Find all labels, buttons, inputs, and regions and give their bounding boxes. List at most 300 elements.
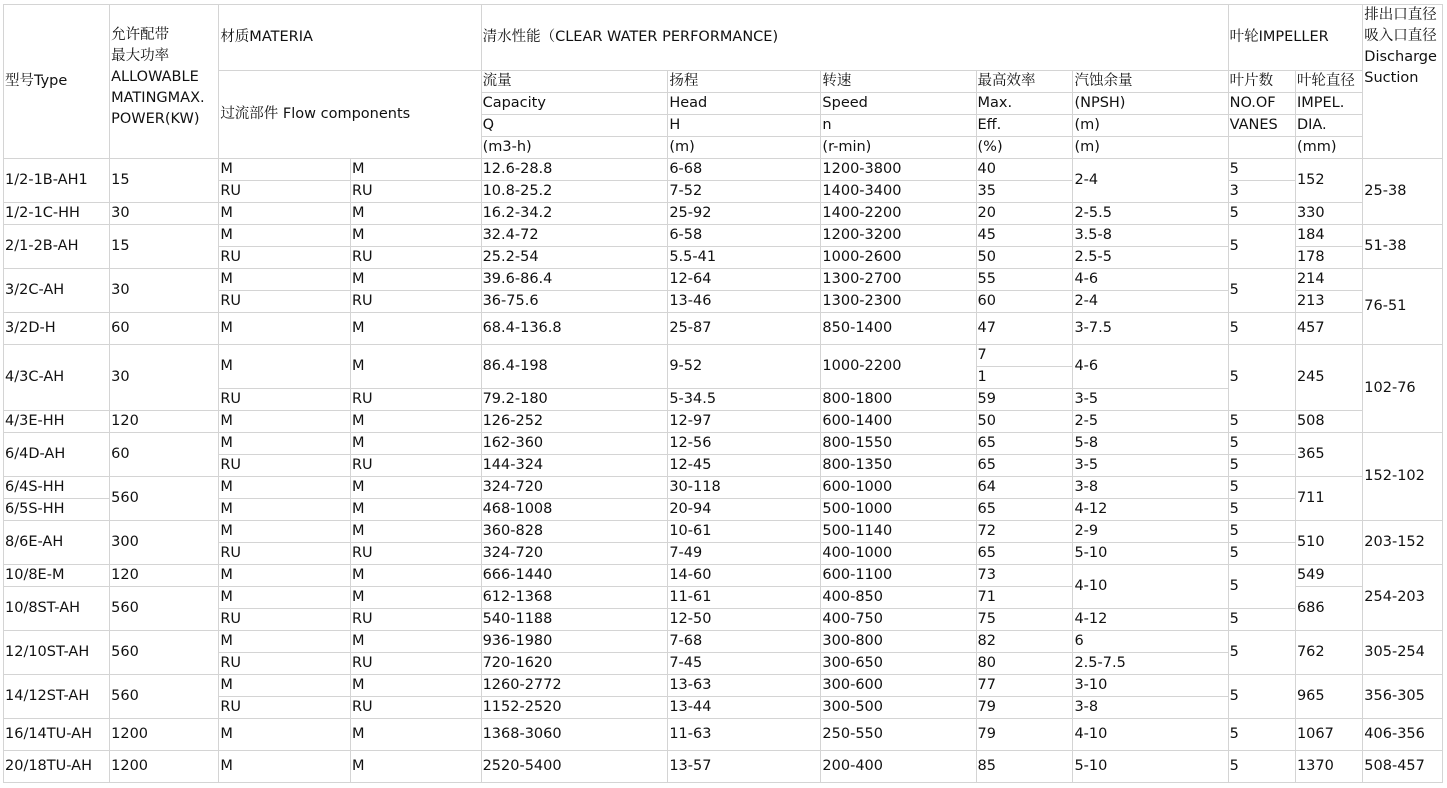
cell-eff: 65 <box>976 543 1073 565</box>
cell-vanes: 5 <box>1228 675 1295 719</box>
cell-eff: 85 <box>976 751 1073 783</box>
cell-material: M <box>350 719 481 751</box>
header-npsh-1: (NPSH) <box>1073 93 1228 115</box>
header-performance: 清水性能（CLEAR WATER PERFORMANCE) <box>481 5 1228 71</box>
cell-impdia: 184 <box>1295 225 1362 247</box>
cell-material: M <box>350 477 481 499</box>
cell-material: RU <box>219 291 351 313</box>
cell-capacity: 2520-5400 <box>481 751 668 783</box>
cell-eff: 65 <box>976 455 1073 477</box>
cell-eff: 80 <box>976 653 1073 675</box>
header-vanes-2: VANES <box>1228 115 1295 137</box>
cell-impdia: 330 <box>1295 203 1362 225</box>
cell-head: 10-61 <box>668 521 821 543</box>
cell-speed: 800-1350 <box>821 455 976 477</box>
cell-power: 60 <box>110 313 219 345</box>
cell-material: M <box>219 675 351 697</box>
header-power-cn: 允许配带最大功率 <box>111 27 170 64</box>
cell-head: 20-94 <box>668 499 821 521</box>
cell-vanes: 5 <box>1228 313 1295 345</box>
cell-eff: 35 <box>976 181 1073 203</box>
cell-material: RU <box>350 543 481 565</box>
cell-npsh: 4-6 <box>1073 345 1228 389</box>
cell-eff: 20 <box>976 203 1073 225</box>
cell-discharge: 76-51 <box>1363 269 1443 345</box>
cell-head: 7-45 <box>668 653 821 675</box>
cell-capacity: 39.6-86.4 <box>481 269 668 291</box>
cell-material: M <box>219 345 351 389</box>
cell-npsh: 3.5-8 <box>1073 225 1228 247</box>
cell-eff: 79 <box>976 719 1073 751</box>
cell-npsh: 3-7.5 <box>1073 313 1228 345</box>
cell-capacity: 666-1440 <box>481 565 668 587</box>
cell-speed: 1300-2700 <box>821 269 976 291</box>
cell-capacity: 86.4-198 <box>481 345 668 389</box>
cell-vanes: 5 <box>1228 159 1295 181</box>
cell-eff: 73 <box>976 565 1073 587</box>
cell-material: RU <box>219 697 351 719</box>
cell-power: 30 <box>110 269 219 313</box>
cell-discharge: 305-254 <box>1363 631 1443 675</box>
cell-eff: 50 <box>976 411 1073 433</box>
cell-power: 560 <box>110 631 219 675</box>
header-capacity-0: 流量 <box>481 71 668 93</box>
cell-material: M <box>219 313 351 345</box>
cell-npsh: 4-12 <box>1073 609 1228 631</box>
cell-material: M <box>219 521 351 543</box>
cell-capacity: 16.2-34.2 <box>481 203 668 225</box>
cell-material: M <box>219 433 351 455</box>
cell-type: 12/10ST-AH <box>4 631 110 675</box>
header-npsh-0: 汽蚀余量 <box>1073 71 1228 93</box>
cell-material: M <box>219 587 351 609</box>
cell-impdia: 1067 <box>1295 719 1362 751</box>
cell-speed: 300-600 <box>821 675 976 697</box>
cell-power: 560 <box>110 477 219 521</box>
cell-type: 1/2-1C-HH <box>4 203 110 225</box>
cell-material: M <box>219 225 351 247</box>
header-impeller: 叶轮IMPELLER <box>1228 5 1363 71</box>
cell-npsh: 4-6 <box>1073 269 1228 291</box>
cell-material: RU <box>219 455 351 477</box>
cell-vanes: 5 <box>1228 225 1295 269</box>
cell-capacity: 10.8-25.2 <box>481 181 668 203</box>
header-eff-2: Eff. <box>976 115 1073 137</box>
cell-vanes: 3 <box>1228 181 1295 203</box>
cell-eff: 64 <box>976 477 1073 499</box>
cell-discharge: 102-76 <box>1363 345 1443 433</box>
cell-material: M <box>350 225 481 247</box>
cell-vanes: 5 <box>1228 543 1295 565</box>
cell-power: 15 <box>110 159 219 203</box>
cell-type: 10/8E-M <box>4 565 110 587</box>
cell-capacity: 540-1188 <box>481 609 668 631</box>
cell-npsh: 2-4 <box>1073 291 1228 313</box>
cell-power: 30 <box>110 345 219 411</box>
cell-discharge: 25-38 <box>1363 159 1443 225</box>
cell-type: 6/5S-HH <box>4 499 110 521</box>
cell-type: 1/2-1B-AH1 <box>4 159 110 203</box>
cell-vanes: 5 <box>1228 269 1295 313</box>
cell-capacity: 126-252 <box>481 411 668 433</box>
cell-speed: 1400-3400 <box>821 181 976 203</box>
cell-npsh: 2-5.5 <box>1073 203 1228 225</box>
cell-speed: 1000-2200 <box>821 345 976 389</box>
cell-capacity: 360-828 <box>481 521 668 543</box>
header-capacity-1: Capacity <box>481 93 668 115</box>
cell-capacity: 1152-2520 <box>481 697 668 719</box>
cell-speed: 600-1400 <box>821 411 976 433</box>
cell-eff: 72 <box>976 521 1073 543</box>
cell-material: RU <box>219 543 351 565</box>
cell-power: 1200 <box>110 719 219 751</box>
cell-vanes: 5 <box>1228 411 1295 433</box>
cell-material: M <box>350 751 481 783</box>
cell-head: 12-64 <box>668 269 821 291</box>
cell-eff: 45 <box>976 225 1073 247</box>
cell-capacity: 32.4-72 <box>481 225 668 247</box>
cell-material: RU <box>350 609 481 631</box>
header-impdia-1: IMPEL. <box>1295 93 1362 115</box>
cell-impdia: 457 <box>1295 313 1362 345</box>
cell-type: 2/1-2B-AH <box>4 225 110 269</box>
cell-impdia: 965 <box>1295 675 1362 719</box>
cell-head: 25-87 <box>668 313 821 345</box>
cell-speed: 1200-3800 <box>821 159 976 181</box>
header-material: 材质MATERIA <box>219 5 481 71</box>
cell-npsh: 2-4 <box>1073 159 1228 203</box>
cell-vanes: 5 <box>1228 455 1295 477</box>
cell-speed: 1400-2200 <box>821 203 976 225</box>
cell-material: M <box>350 269 481 291</box>
header-discharge: 排出口直径 吸入口直径 Discharge Suction <box>1363 5 1443 159</box>
cell-speed: 400-1000 <box>821 543 976 565</box>
cell-material: M <box>350 411 481 433</box>
cell-capacity: 1368-3060 <box>481 719 668 751</box>
cell-capacity: 68.4-136.8 <box>481 313 668 345</box>
cell-head: 5-34.5 <box>668 389 821 411</box>
cell-impdia: 762 <box>1295 631 1362 675</box>
cell-head: 11-63 <box>668 719 821 751</box>
cell-capacity: 144-324 <box>481 455 668 477</box>
cell-material: RU <box>350 697 481 719</box>
header-type: 型号Type <box>4 5 110 159</box>
cell-speed: 400-850 <box>821 587 976 609</box>
cell-speed: 300-650 <box>821 653 976 675</box>
cell-eff: 1 <box>976 367 1073 389</box>
cell-discharge: 406-356 <box>1363 719 1443 751</box>
cell-capacity: 324-720 <box>481 477 668 499</box>
cell-material: M <box>219 751 351 783</box>
header-capacity-2: Q <box>481 115 668 137</box>
cell-type: 4/3E-HH <box>4 411 110 433</box>
cell-npsh: 4-10 <box>1073 565 1228 609</box>
header-speed-2: n <box>821 115 976 137</box>
cell-capacity: 468-1008 <box>481 499 668 521</box>
header-head-3: (m) <box>668 137 821 159</box>
cell-material: RU <box>350 181 481 203</box>
header-vanes-0: 叶片数 <box>1228 71 1295 93</box>
cell-material: M <box>350 433 481 455</box>
cell-material: M <box>219 477 351 499</box>
cell-capacity: 12.6-28.8 <box>481 159 668 181</box>
cell-speed: 1200-3200 <box>821 225 976 247</box>
cell-capacity: 25.2-54 <box>481 247 668 269</box>
cell-impdia: 549 <box>1295 565 1362 587</box>
cell-material: M <box>350 565 481 587</box>
cell-impdia: 213 <box>1295 291 1362 313</box>
cell-impdia: 245 <box>1295 345 1362 411</box>
header-flow-components: 过流部件 Flow components <box>219 71 481 159</box>
header-speed-3: (r-min) <box>821 137 976 159</box>
cell-impdia: 510 <box>1295 521 1362 565</box>
cell-head: 12-50 <box>668 609 821 631</box>
cell-material: M <box>219 631 351 653</box>
cell-eff: 7 <box>976 345 1073 367</box>
cell-eff: 82 <box>976 631 1073 653</box>
cell-type: 20/18TU-AH <box>4 751 110 783</box>
cell-head: 13-63 <box>668 675 821 697</box>
header-impdia-3: (mm) <box>1295 137 1362 159</box>
cell-material: M <box>350 345 481 389</box>
cell-head: 9-52 <box>668 345 821 389</box>
cell-vanes: 5 <box>1228 203 1295 225</box>
cell-material: M <box>350 631 481 653</box>
cell-npsh: 3-5 <box>1073 389 1228 411</box>
cell-head: 30-118 <box>668 477 821 499</box>
cell-npsh: 3-10 <box>1073 675 1228 697</box>
pump-spec-table <box>3 4 1443 783</box>
cell-eff: 71 <box>976 587 1073 609</box>
cell-head: 5.5-41 <box>668 247 821 269</box>
cell-material: RU <box>219 389 351 411</box>
cell-npsh: 2.5-5 <box>1073 247 1228 269</box>
cell-vanes: 5 <box>1228 499 1295 521</box>
cell-speed: 1000-2600 <box>821 247 976 269</box>
cell-impdia: 508 <box>1295 411 1362 433</box>
cell-npsh: 2-9 <box>1073 521 1228 543</box>
cell-power: 300 <box>110 521 219 565</box>
cell-material: M <box>350 313 481 345</box>
cell-vanes: 5 <box>1228 751 1295 783</box>
cell-power: 560 <box>110 675 219 719</box>
cell-vanes: 5 <box>1228 477 1295 499</box>
cell-type: 8/6E-AH <box>4 521 110 565</box>
cell-npsh: 5-10 <box>1073 543 1228 565</box>
cell-head: 7-68 <box>668 631 821 653</box>
cell-impdia: 711 <box>1295 477 1362 521</box>
cell-material: M <box>350 675 481 697</box>
cell-head: 12-45 <box>668 455 821 477</box>
header-head-2: H <box>668 115 821 137</box>
header-npsh-3: (m) <box>1073 137 1228 159</box>
cell-speed: 200-400 <box>821 751 976 783</box>
cell-head: 13-57 <box>668 751 821 783</box>
cell-eff: 75 <box>976 609 1073 631</box>
cell-material: RU <box>350 653 481 675</box>
cell-npsh: 2.5-7.5 <box>1073 653 1228 675</box>
header-impdia-2: DIA. <box>1295 115 1362 137</box>
cell-material: RU <box>350 247 481 269</box>
cell-material: RU <box>350 389 481 411</box>
cell-speed: 1300-2300 <box>821 291 976 313</box>
cell-speed: 800-1800 <box>821 389 976 411</box>
cell-speed: 300-500 <box>821 697 976 719</box>
cell-head: 12-97 <box>668 411 821 433</box>
cell-vanes: 5 <box>1228 521 1295 543</box>
cell-impdia: 686 <box>1295 587 1362 631</box>
cell-type: 10/8ST-AH <box>4 587 110 631</box>
header-capacity-3: (m3-h) <box>481 137 668 159</box>
cell-discharge: 203-152 <box>1363 521 1443 565</box>
cell-capacity: 36-75.6 <box>481 291 668 313</box>
cell-speed: 500-1140 <box>821 521 976 543</box>
cell-impdia: 365 <box>1295 433 1362 477</box>
cell-eff: 50 <box>976 247 1073 269</box>
cell-power: 120 <box>110 411 219 433</box>
cell-material: M <box>350 521 481 543</box>
cell-type: 16/14TU-AH <box>4 719 110 751</box>
cell-capacity: 162-360 <box>481 433 668 455</box>
cell-eff: 55 <box>976 269 1073 291</box>
cell-material: M <box>219 203 351 225</box>
cell-npsh: 3-8 <box>1073 477 1228 499</box>
cell-head: 25-92 <box>668 203 821 225</box>
cell-material: RU <box>350 455 481 477</box>
cell-power: 60 <box>110 433 219 477</box>
cell-material: RU <box>219 181 351 203</box>
cell-speed: 250-550 <box>821 719 976 751</box>
header-eff-0: 最高效率 <box>976 71 1073 93</box>
cell-vanes: 5 <box>1228 565 1295 609</box>
cell-speed: 600-1100 <box>821 565 976 587</box>
cell-capacity: 1260-2772 <box>481 675 668 697</box>
cell-material: M <box>219 499 351 521</box>
cell-vanes: 5 <box>1228 609 1295 631</box>
cell-npsh: 4-12 <box>1073 499 1228 521</box>
cell-material: M <box>219 719 351 751</box>
header-vanes-3 <box>1228 137 1295 159</box>
cell-npsh: 4-10 <box>1073 719 1228 751</box>
cell-type: 6/4D-AH <box>4 433 110 477</box>
cell-vanes: 5 <box>1228 345 1295 411</box>
cell-npsh: 3-5 <box>1073 455 1228 477</box>
cell-speed: 800-1550 <box>821 433 976 455</box>
cell-material: M <box>350 159 481 181</box>
header-head-1: Head <box>668 93 821 115</box>
cell-material: M <box>350 499 481 521</box>
cell-material: RU <box>219 653 351 675</box>
cell-type: 3/2D-H <box>4 313 110 345</box>
cell-capacity: 324-720 <box>481 543 668 565</box>
header-speed-0: 转速 <box>821 71 976 93</box>
header-vanes-1: NO.OF <box>1228 93 1295 115</box>
cell-speed: 600-1000 <box>821 477 976 499</box>
cell-vanes: 5 <box>1228 719 1295 751</box>
cell-head: 7-49 <box>668 543 821 565</box>
cell-capacity: 936-1980 <box>481 631 668 653</box>
cell-material: RU <box>219 609 351 631</box>
cell-material: M <box>219 159 351 181</box>
cell-head: 13-46 <box>668 291 821 313</box>
header-impdia-0: 叶轮直径 <box>1295 71 1362 93</box>
cell-impdia: 214 <box>1295 269 1362 291</box>
cell-material: M <box>350 587 481 609</box>
cell-head: 13-44 <box>668 697 821 719</box>
cell-npsh: 3-8 <box>1073 697 1228 719</box>
cell-eff: 79 <box>976 697 1073 719</box>
cell-eff: 47 <box>976 313 1073 345</box>
cell-discharge: 254-203 <box>1363 565 1443 631</box>
cell-material: M <box>350 203 481 225</box>
cell-power: 15 <box>110 225 219 269</box>
cell-power: 1200 <box>110 751 219 783</box>
cell-head: 14-60 <box>668 565 821 587</box>
cell-eff: 40 <box>976 159 1073 181</box>
cell-head: 11-61 <box>668 587 821 609</box>
cell-material: RU <box>219 247 351 269</box>
cell-impdia: 152 <box>1295 159 1362 203</box>
cell-discharge: 356-305 <box>1363 675 1443 719</box>
cell-head: 7-52 <box>668 181 821 203</box>
cell-type: 4/3C-AH <box>4 345 110 411</box>
cell-type: 3/2C-AH <box>4 269 110 313</box>
cell-speed: 400-750 <box>821 609 976 631</box>
cell-head: 6-68 <box>668 159 821 181</box>
cell-impdia: 178 <box>1295 247 1362 269</box>
cell-vanes: 5 <box>1228 631 1295 675</box>
cell-material: M <box>219 565 351 587</box>
cell-discharge: 51-38 <box>1363 225 1443 269</box>
cell-material: RU <box>350 291 481 313</box>
cell-capacity: 612-1368 <box>481 587 668 609</box>
cell-eff: 77 <box>976 675 1073 697</box>
cell-eff: 65 <box>976 433 1073 455</box>
cell-power: 120 <box>110 565 219 587</box>
header-power-en: ALLOWABLE MATINGMAX. POWER(KW) <box>111 69 205 127</box>
cell-discharge: 152-102 <box>1363 433 1443 521</box>
cell-speed: 300-800 <box>821 631 976 653</box>
cell-vanes: 5 <box>1228 433 1295 455</box>
cell-impdia: 1370 <box>1295 751 1362 783</box>
cell-head: 6-58 <box>668 225 821 247</box>
cell-npsh: 6 <box>1073 631 1228 653</box>
header-npsh-2: (m) <box>1073 115 1228 137</box>
cell-power: 30 <box>110 203 219 225</box>
header-eff-3: (%) <box>976 137 1073 159</box>
cell-capacity: 79.2-180 <box>481 389 668 411</box>
header-power <box>110 5 219 159</box>
cell-material: M <box>219 411 351 433</box>
cell-capacity: 720-1620 <box>481 653 668 675</box>
header-eff-1: Max. <box>976 93 1073 115</box>
header-head-0: 扬程 <box>668 71 821 93</box>
header-speed-1: Speed <box>821 93 976 115</box>
cell-power: 560 <box>110 587 219 631</box>
cell-npsh: 5-10 <box>1073 751 1228 783</box>
cell-speed: 850-1400 <box>821 313 976 345</box>
cell-npsh: 5-8 <box>1073 433 1228 455</box>
cell-head: 12-56 <box>668 433 821 455</box>
cell-eff: 60 <box>976 291 1073 313</box>
cell-type: 6/4S-HH <box>4 477 110 499</box>
cell-npsh: 2-5 <box>1073 411 1228 433</box>
cell-eff: 59 <box>976 389 1073 411</box>
cell-eff: 65 <box>976 499 1073 521</box>
cell-material: M <box>219 269 351 291</box>
cell-type: 14/12ST-AH <box>4 675 110 719</box>
cell-discharge: 508-457 <box>1363 751 1443 783</box>
